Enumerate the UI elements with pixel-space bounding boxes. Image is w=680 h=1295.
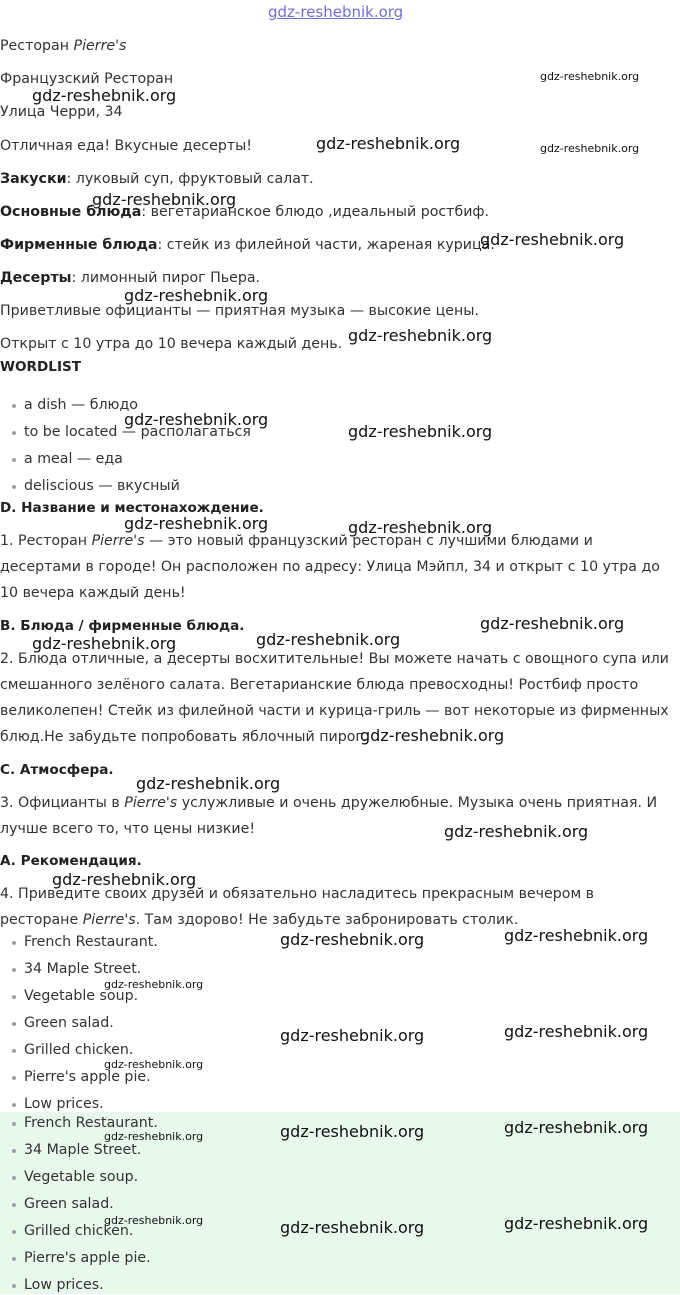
- watermark: gdz-reshebnik.org: [348, 326, 493, 345]
- watermark: gdz-reshebnik.org: [280, 1026, 425, 1045]
- special-dishes-line: Фирменные блюда: стейк из филейной части, жареная курица.: [0, 237, 495, 253]
- watermark: gdz-reshebnik.org: [136, 774, 281, 793]
- bullet-icon: [12, 1076, 16, 1080]
- bullet-icon: [12, 1022, 16, 1026]
- watermark: gdz-reshebnik.org: [360, 726, 505, 745]
- section-c-text: 3. Официанты в Pierre's услужливые и очень дружелюбные. Музыка очень приятная. И лучше всего то, что цены низкие!: [0, 795, 658, 837]
- watermark: gdz-reshebnik.org: [92, 190, 237, 209]
- bullet-icon: [12, 995, 16, 999]
- watermark: gdz-reshebnik.org: [480, 614, 625, 633]
- bullet-icon: [12, 1149, 16, 1153]
- watermark: gdz-reshebnik.org: [540, 142, 640, 155]
- bullet-icon: [12, 431, 16, 435]
- watermark: gdz-reshebnik.org: [540, 70, 640, 83]
- restaurant-name: Ресторан Pierre's: [0, 38, 127, 54]
- section-b-text: 2. Блюда отличные, а десерты восхитительные! Вы можете начать с овощного супа или смешанного зелёного салата. Вегетарианские блюда превосходны! Ростбиф просто великолепен! Стейк из филейной части и курица-гриль — вот некоторые из фирменных блюд.Не забудьте попробовать яблочный пирог.: [0, 651, 669, 745]
- watermark: gdz-reshebnik.org: [444, 822, 589, 841]
- bullet-icon: [12, 485, 16, 489]
- watermark: gdz-reshebnik.org: [124, 410, 269, 429]
- bullet-icon: [12, 1049, 16, 1053]
- watermark: gdz-reshebnik.org: [104, 1058, 204, 1071]
- bullet-icon: [12, 1203, 16, 1207]
- watermark: gdz-reshebnik.org: [52, 870, 197, 889]
- watermark: gdz-reshebnik.org: [504, 1022, 649, 1041]
- watermark: gdz-reshebnik.org: [256, 630, 401, 649]
- restaurant-slogan: Отличная еда! Вкусные десерты!: [0, 138, 252, 154]
- bullet-icon: [12, 941, 16, 945]
- bullet-icon: [12, 1284, 16, 1288]
- atmosphere-line: Приветливые официанты — приятная музыка — высокие цены.: [0, 303, 479, 319]
- watermark: gdz-reshebnik.org: [32, 86, 177, 105]
- watermark: gdz-reshebnik.org: [104, 1214, 204, 1227]
- watermark: gdz-reshebnik.org: [280, 1122, 425, 1141]
- watermark: gdz-reshebnik.org: [104, 1130, 204, 1143]
- watermark: gdz-reshebnik.org: [280, 1218, 425, 1237]
- starters-line: Закуски: луковый суп, фруктовый салат.: [0, 171, 314, 187]
- section-a-text: 4. Приведите своих друзей и обязательно насладитесь прекрасным вечером в ресторане Pierre's. Там здорово! Не забудьте забронировать столик.: [0, 886, 595, 928]
- site-watermark-link[interactable]: gdz-reshebnik.org: [268, 3, 404, 21]
- bullet-icon: [12, 1122, 16, 1126]
- watermark: gdz-reshebnik.org: [280, 930, 425, 949]
- section-b-title: B. Блюда / фирменные блюда.: [0, 618, 245, 634]
- section-d-text: 1. Ресторан Pierre's — это новый французский ресторан с лучшими блюдами и десертами в городе! Он расположен по адресу: Улица Мэйпл, 34 и открыт с 10 утра до 10 вечера каждый день!: [0, 533, 660, 601]
- bullet-icon: [12, 968, 16, 972]
- watermark: gdz-reshebnik.org: [32, 634, 177, 653]
- watermark: gdz-reshebnik.org: [504, 926, 649, 945]
- restaurant-address: Улица Черри, 34: [0, 104, 123, 120]
- hours-line: Открыт с 10 утра до 10 вечера каждый день.: [0, 336, 343, 352]
- main-dishes-line: Основные блюда: вегетарианское блюдо ,идеальный ростбиф.: [0, 204, 490, 220]
- watermark: gdz-reshebnik.org: [104, 978, 204, 991]
- section-a-title: A. Рекомендация.: [0, 853, 142, 869]
- section-c-title: C. Атмосфера.: [0, 762, 114, 778]
- wordlist-title: WORDLIST: [0, 359, 82, 375]
- watermark: gdz-reshebnik.org: [480, 230, 625, 249]
- bullet-icon: [12, 1103, 16, 1107]
- restaurant-type: Французский Ресторан: [0, 71, 174, 87]
- watermark: gdz-reshebnik.org: [504, 1118, 649, 1137]
- watermark: gdz-reshebnik.org: [504, 1214, 649, 1233]
- bullet-icon: [12, 458, 16, 462]
- bullet-icon: [12, 1230, 16, 1234]
- bullet-icon: [12, 404, 16, 408]
- watermark: gdz-reshebnik.org: [124, 286, 269, 305]
- watermark: gdz-reshebnik.org: [124, 514, 269, 533]
- section-d-title: D. Название и местонахождение.: [0, 500, 264, 516]
- bullet-icon: [12, 1176, 16, 1180]
- bullet-icon: [12, 1257, 16, 1261]
- watermark: gdz-reshebnik.org: [348, 518, 493, 537]
- desserts-line: Десерты: лимонный пирог Пьера.: [0, 270, 261, 286]
- watermark: gdz-reshebnik.org: [316, 134, 461, 153]
- watermark: gdz-reshebnik.org: [348, 422, 493, 441]
